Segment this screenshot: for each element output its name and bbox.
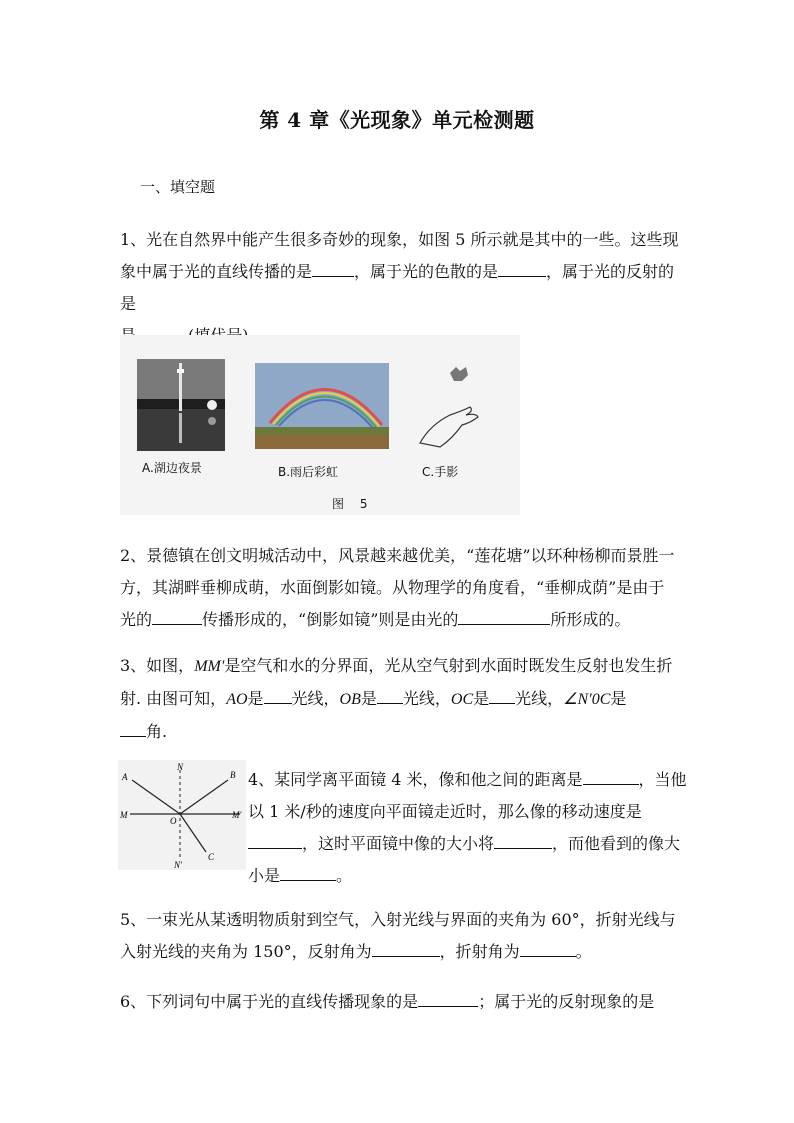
q4-text: 。	[336, 866, 353, 885]
q4-text: ，而他看到的像大小是	[248, 834, 681, 885]
answer-blank[interactable]	[312, 259, 354, 277]
question-1	[120, 224, 680, 352]
light-diagram	[118, 760, 246, 870]
answer-blank[interactable]	[248, 831, 302, 849]
question-6	[120, 986, 680, 1018]
rainbow-photo	[255, 363, 389, 449]
answer-blank[interactable]	[152, 607, 202, 625]
answer-blank[interactable]	[458, 607, 550, 625]
question-3	[120, 650, 680, 748]
answer-blank[interactable]	[418, 989, 478, 1007]
answer-blank[interactable]	[377, 686, 403, 704]
label-o: O	[170, 816, 177, 826]
q6-text: 6、下列词句中属于光的直线传播现象的是	[120, 992, 419, 1011]
label-m-prime: M′	[232, 810, 242, 820]
q3-text: 是	[247, 689, 264, 708]
q3-symbol: AO	[226, 691, 248, 708]
figure-label: 图 5	[332, 497, 374, 511]
answer-blank[interactable]	[280, 863, 336, 881]
q3-text: 角.	[146, 722, 168, 741]
label-n-prime: N′	[174, 860, 182, 870]
page-title: 第 4 章《光现象》单元检测题	[259, 108, 535, 132]
answer-blank[interactable]	[583, 767, 639, 785]
label-a: A	[122, 772, 128, 782]
q6-text: ；属于光的反射现象的是	[478, 992, 655, 1011]
light-diagram-svg	[118, 760, 246, 870]
caption-a: A.湖边夜景	[142, 461, 202, 475]
q2-text: 传播形成的，“倒影如镜”则是由光的	[202, 610, 459, 629]
label-c: C	[208, 852, 215, 862]
lake-night-photo	[137, 359, 225, 451]
q5-text: ，折射角为	[439, 942, 520, 961]
q4-text: 4、某同学离平面镜 4 米，像和他之间的距离是	[248, 770, 583, 789]
question-2	[120, 540, 680, 636]
figure-5	[120, 335, 520, 515]
answer-blank[interactable]	[520, 939, 576, 957]
q3-symbol: MM′	[194, 658, 225, 675]
question-5	[120, 904, 680, 968]
q3-text: 是	[473, 689, 490, 708]
caption-b: B.雨后彩虹	[278, 465, 339, 479]
q5-text: 。	[575, 942, 592, 961]
answer-blank[interactable]	[489, 686, 515, 704]
q4-text: ，这时平面镜中像的大小将	[302, 834, 495, 853]
hand-shadow-drawing	[420, 367, 478, 447]
q3-text: 是	[610, 689, 627, 708]
q2-text: 所形成的。	[550, 610, 631, 629]
answer-blank[interactable]	[498, 259, 546, 277]
answer-blank[interactable]	[372, 939, 440, 957]
answer-blank[interactable]	[120, 719, 146, 737]
q1-text: ，属于光的反射的是	[120, 262, 675, 313]
q3-text: 3、如图，	[120, 656, 195, 675]
q3-text: 是空气和水的分界面，光从空气射到水面时既发生反射也发生折射. 由图可知，	[120, 656, 673, 708]
label-m: M	[120, 810, 128, 820]
figure-5-images	[120, 335, 520, 515]
q5-text: 5、一束光从某透明物质射到空气，入射光线与界面的夹角为 60°，折射光线与入射光线的夹角为 150°，反射角为	[120, 910, 676, 961]
q3-symbol: ∠N′0C	[563, 691, 611, 708]
q3-text: 是	[360, 689, 377, 708]
q4-text: ，当他以 1 米/秒的速度向平面镜走近时，那么像的移动速度是	[248, 770, 687, 821]
answer-blank[interactable]	[494, 831, 552, 849]
q2-text: 2、景德镇在创文明城活动中，风景越来越优美，“莲花塘”以环种杨柳而景胜一方，其湖畔垂柳成萌，水面倒影如镜。从物理学的角度看，“垂柳成荫”是由于光的	[120, 546, 675, 629]
caption-c: C.手影	[422, 465, 459, 479]
q1-text: 1、光在自然界中能产生很多奇妙的现象，如图 5 所示就是其中的一些。这些现象中属于光的直线传播的是	[120, 230, 679, 281]
question-4	[248, 764, 688, 892]
q3-text: 光线，	[402, 689, 451, 708]
label-b: B	[230, 770, 236, 780]
q3-text: 光线，	[515, 689, 564, 708]
q3-text: 光线，	[291, 689, 340, 708]
q3-symbol: OB	[339, 691, 361, 708]
label-n: N	[177, 762, 184, 772]
q3-symbol: OC	[450, 691, 474, 708]
section-heading: 一、填空题	[140, 178, 216, 196]
answer-blank[interactable]	[264, 686, 292, 704]
q1-text: ，属于光的色散的是	[354, 262, 499, 281]
